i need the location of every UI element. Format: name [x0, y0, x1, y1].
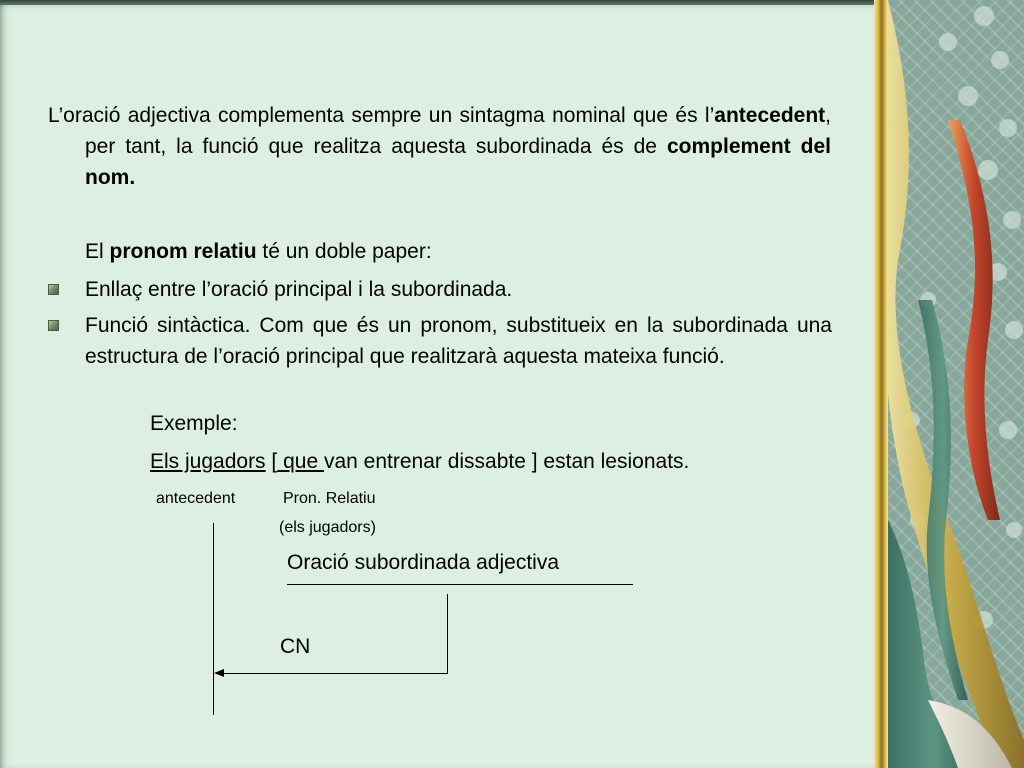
subordinate-connector-line — [447, 594, 448, 674]
example-label: Exemple: — [150, 412, 238, 435]
bracket-open: [ — [271, 450, 278, 473]
bullet-item-link — [48, 274, 832, 305]
bullet-text: Funció sintàctica. Com que és un pronom, substitueix en la subordinada una estructura de l’oració principal que realitzarà aquesta mateixa funció. — [85, 314, 832, 368]
intro-paragraph — [48, 100, 831, 193]
antecedent-connector-line — [213, 523, 214, 715]
pronoun-label: Pron. Relatiu — [283, 490, 376, 507]
role-prefix: El — [85, 240, 110, 263]
gold-frame-border — [874, 0, 888, 768]
bullet-square-icon — [48, 320, 59, 331]
complement-term: complement del nom. — [85, 135, 831, 189]
antecedent-phrase: Els jugadors — [150, 450, 266, 473]
intro-text-2: , per tant, la funció que realitza aquesta subordinada és de — [85, 104, 831, 158]
bullet-item-function — [48, 310, 832, 372]
decorative-fabric-panel — [888, 0, 1024, 768]
relative-pronoun: que — [277, 450, 324, 473]
role-line — [85, 236, 432, 267]
subordinate-underline — [287, 584, 633, 585]
arrow-shaft — [222, 673, 448, 674]
relative-pronoun-term: pronom relatiu — [109, 240, 257, 263]
role-suffix: té un doble paper: — [256, 240, 432, 263]
antecedent-term: antecedent — [714, 104, 826, 127]
sentence-rest: van entrenar dissabte ] estan lesionats. — [323, 450, 690, 473]
bullet-text: Enllaç entre l’oració principal i la subordinada. — [85, 278, 513, 301]
example-sentence — [150, 446, 689, 477]
arrow-left-icon — [214, 669, 224, 677]
subordinate-clause-label: Oració subordinada adjectiva — [287, 551, 559, 574]
pronoun-reference: (els jugadors) — [279, 519, 376, 536]
drapery-decoration-icon — [888, 0, 1024, 768]
bullet-square-icon — [48, 284, 59, 295]
antecedent-label: antecedent — [156, 490, 236, 507]
intro-text-1: L’oració adjectiva complementa sempre un sintagma nominal que és l’ — [48, 104, 715, 127]
function-label: CN — [280, 635, 311, 658]
